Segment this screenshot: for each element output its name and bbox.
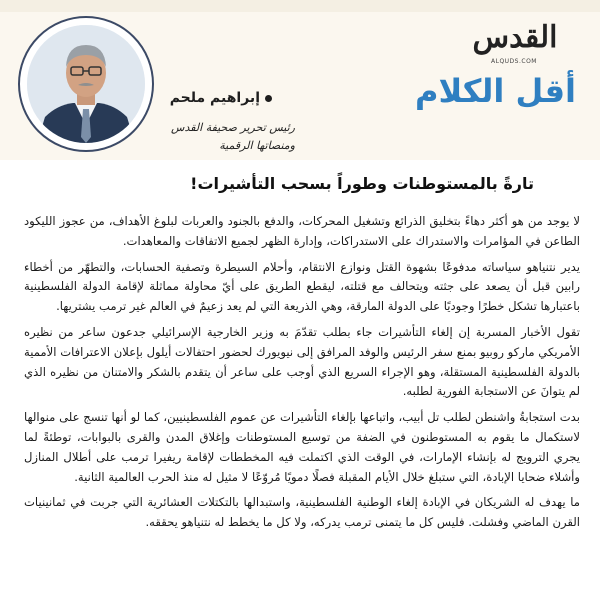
- paragraph: بدت استجابةُ واشنطن لطلب تل أبيب، واتباعها بإلغاء التأشيرات عن عموم الفلسطينيين، كما لو أنها تنسج على منوالها لاستكمال ما يقوم به المستوطنون في الضفة من توسيع المستوطنات وإغلاق المدن والقرى بالبوابات، توطئةً لما يجري الترويج له بإنشاء الإمارات، في الوقت الذي اكتملت فيه المخططات لإقامة ريفيرا ترمب على أطلال المنازل وأشلاء ضحايا الإبادة، التي ستبلغ خلال الأيام المقبلة فصلًا دمويًا مُروّعًا لا مثيل له منذ الحرب العالمية الثانية.: [24, 410, 580, 484]
- paragraph: يدير نتنياهو سياساته مدفوعًا بشهوة القتل ونوازع الانتقام، وأحلام السيطرة وتصفية الحسابات، والتطهّر من أخطاء رابين قبل أن يصعد على جثته ويتحالف مع قتلته، ليقطع الطريق على أيّ محاولة مماثلة لإقامة الدولة الفلسطينية باعتبارها تشكل خطرًا وجوديًا على الدولة المارقة، وهي الذريعة التي لم يعد زعيمٌ في العالم غير ترمب يشتريها.: [24, 259, 580, 314]
- logo-subtext: ALQUDS.COM: [491, 58, 537, 65]
- alquds-logo: [454, 18, 576, 66]
- paragraph: لا يوجد من هو أكثر دهاءً بتخليق الذرائع وتشغيل المحركات، والدفع بالجنود والعربات لبلوغ الأهداف، من عجوز الليكود الطاعن في المؤامرات والاستدراك على الاستدراكات، وإدارة الظهر لجميع الاتفاقات والمعاهدات.: [24, 214, 580, 248]
- article-headline: تارةً بالمستوطنات وطوراً بسحب التأشيرات!: [190, 174, 534, 193]
- author-role: رئيس تحرير صحيفة القدس ومنصاتها الرقمية: [171, 121, 295, 152]
- logo-wordmark: القدس: [472, 20, 558, 55]
- article-body: [24, 212, 580, 539]
- bullet-icon: [265, 95, 272, 102]
- author-photo: [27, 25, 145, 143]
- paragraph: ما يهدف له الشريكان في الإبادة إلغاء الوطنية الفلسطينية، واستبدالها بالتكتلات العشائرية التي جربت في ثمانينيات القرن الماضي وفشلت. فليس كل ما يتمنى ترمب يدركه، ولا كل ما يخطط له نتنياهو يحققه.: [24, 495, 580, 530]
- article-header: [0, 0, 600, 175]
- column-title: أقل الكلام: [415, 72, 576, 110]
- author-name: إبراهيم ملحم: [169, 90, 260, 106]
- author-name-line: [170, 90, 272, 106]
- paragraph: تقول الأخبار المسربة إن إلغاء التأشيرات جاء بطلب تقدّمَ به وزير الخارجية الإسرائيلي جدعون ساعر من نظيره الأمريكي ماركو روبيو بمنع سفر الرئيس والوفد المرافق إلى نيويورك لحضور احتفالات أيلول بإعلان الاعترافات الأممية بالدولة الفلسطينية المستقلة، وهو الإجراء السريع الذي أوجب على ساعر أن يتقدم بالشكر والامتنان من نظيره الذي لم يتوانَ عن الاستجابة الفورية لطلبه.: [24, 324, 580, 399]
